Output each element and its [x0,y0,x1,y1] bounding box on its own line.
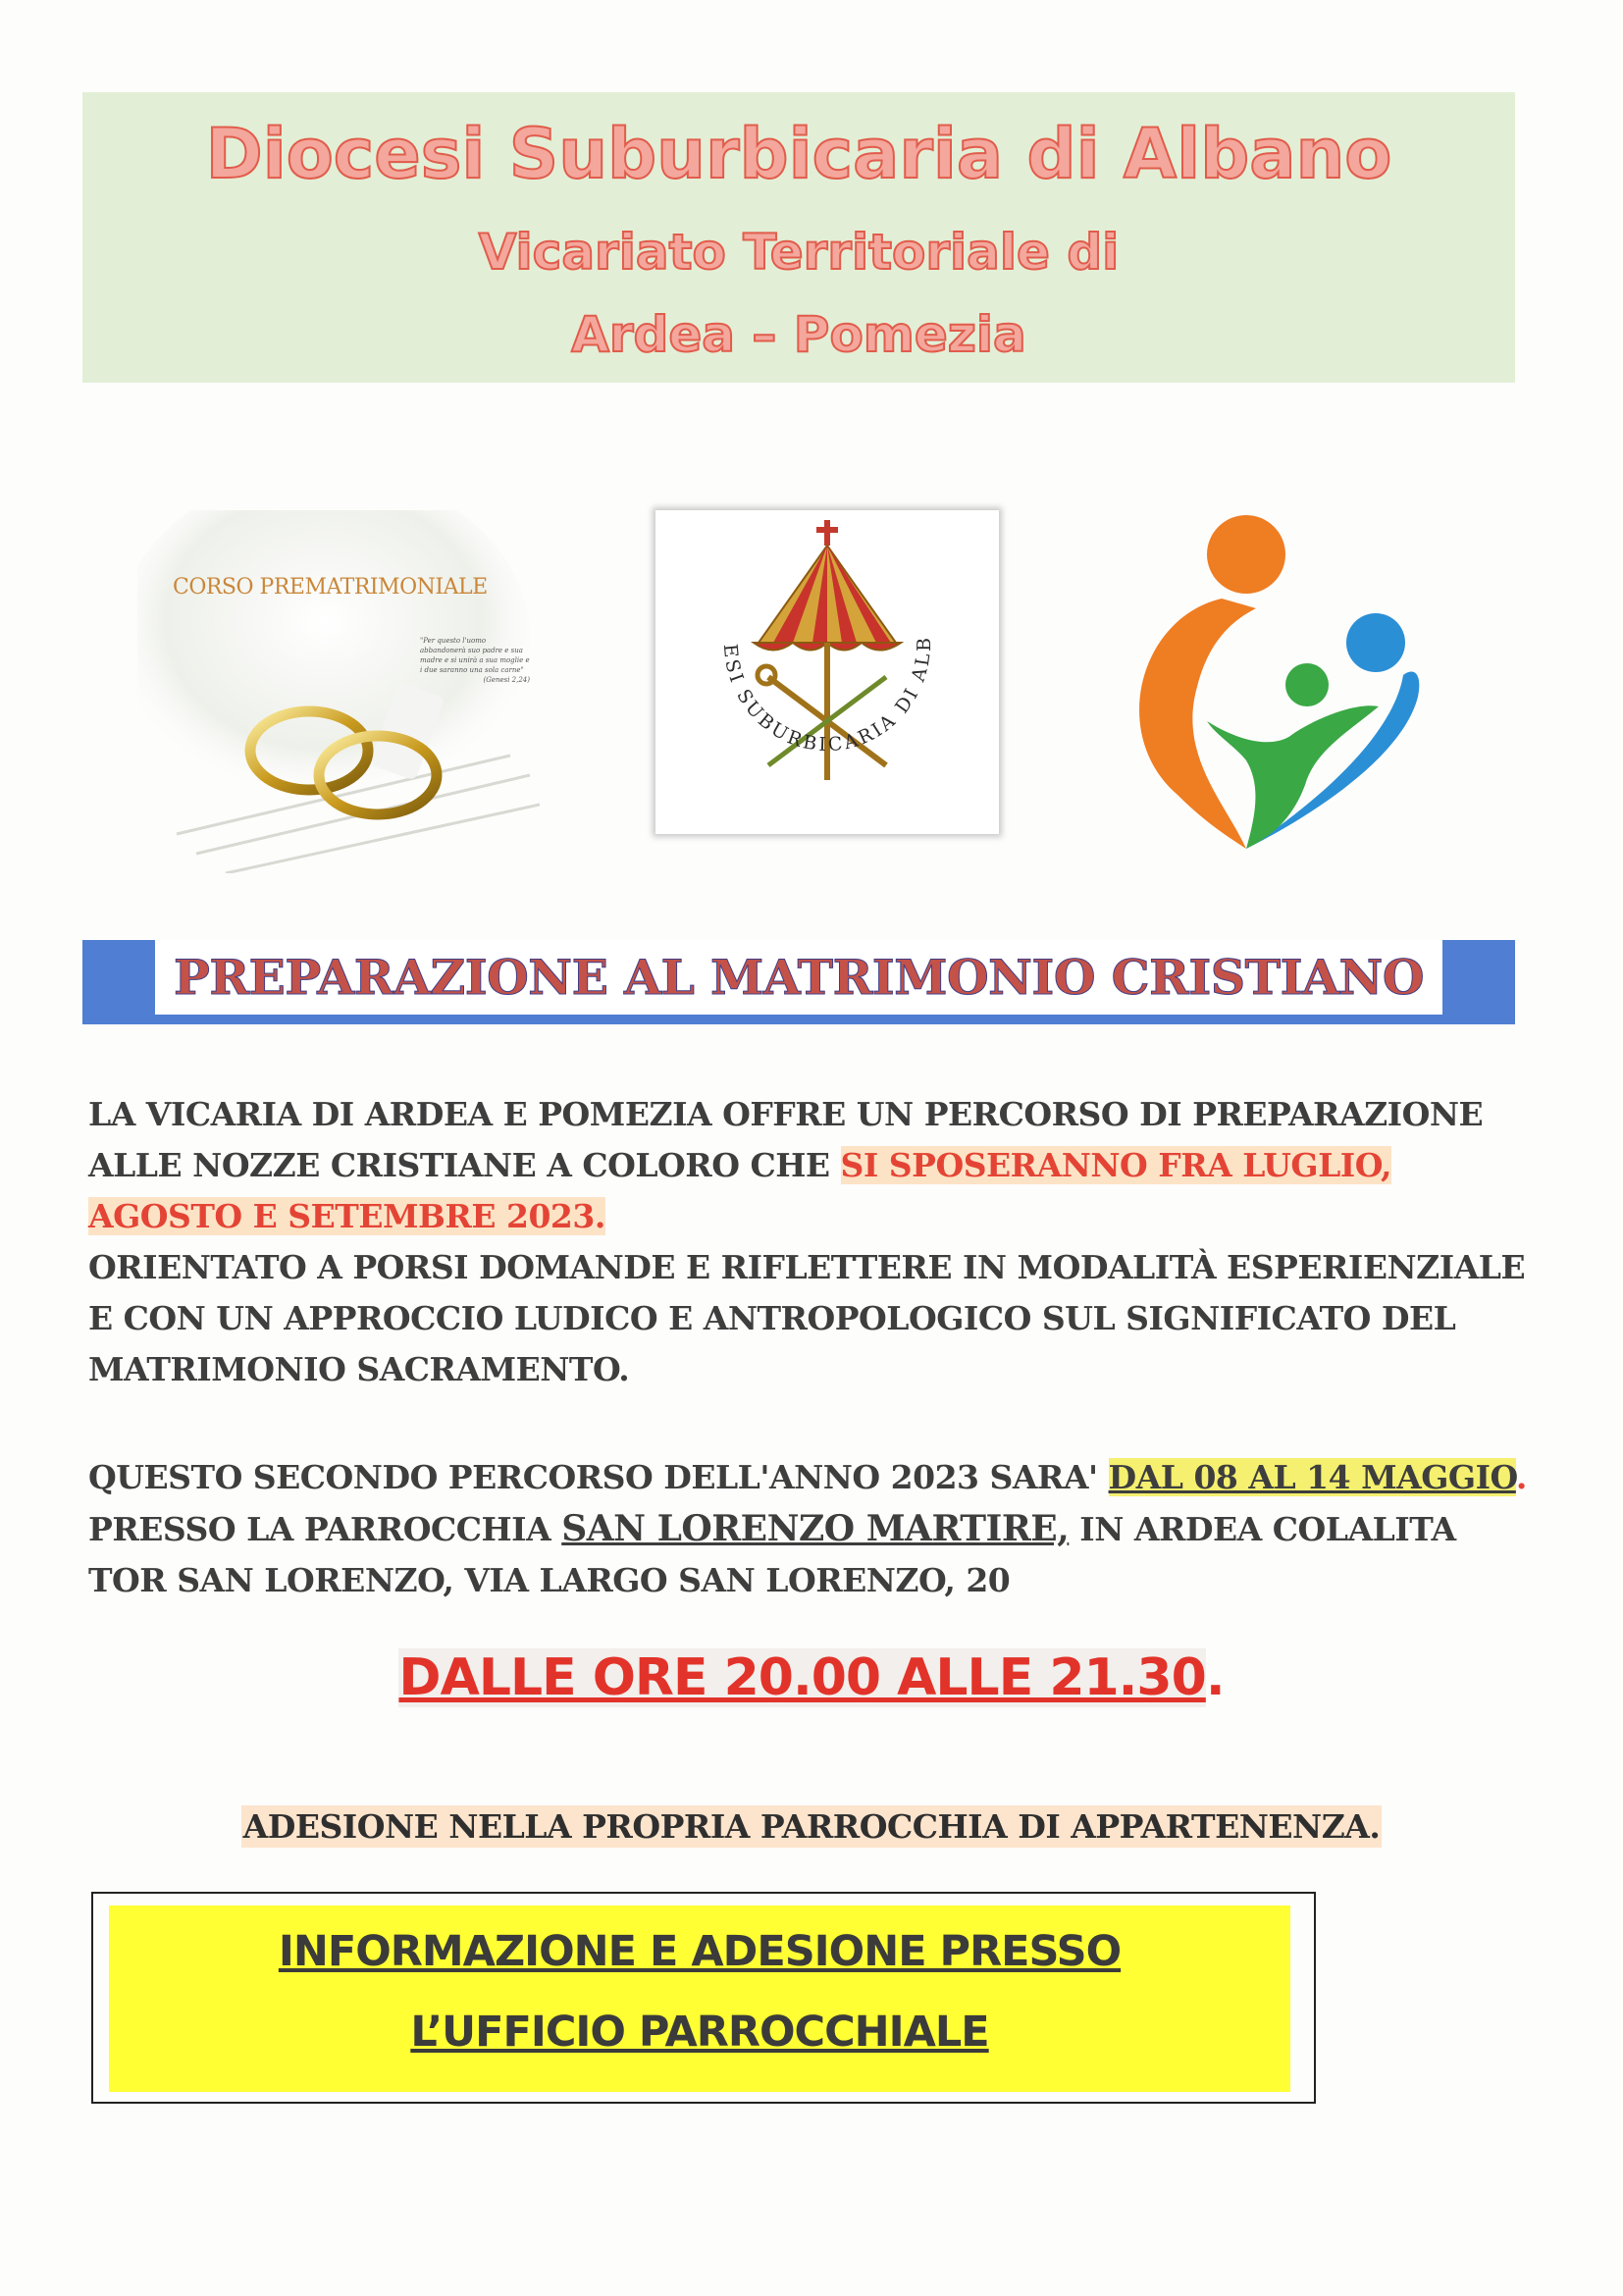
course-hours-dot: . [1205,1648,1225,1707]
course-hours [0,1648,1623,1707]
parish-name: SAN LORENZO MARTIRE, [561,1508,1070,1549]
title-bar-left [82,940,155,1024]
genesis-quote: "Per questo l'uomo abbandonerà suo padre e sua madre e si unirà a sua moglie e i due saranno una sola carne" (Genesi 2,24) [420,637,530,684]
course-intro: QUESTO SECONDO PERCORSO DELL'ANNO 2023 SARA' [88,1458,1109,1496]
parish-intro: PRESSO LA PARROCCHIA [88,1510,562,1548]
info-line-1: INFORMAZIONE E ADESIONE PRESSO [278,1927,1122,1976]
corso-caption: CORSO PREMATRIMONIALE [173,575,488,600]
course-dates-dot: . [1515,1458,1527,1496]
description-approach: ORIENTATO A PORSI DOMANDE E RIFLETTERE IN MODALITÀ ESPERIENZIALE E CON UN APPROCCIO LUDICO E ANTROPOLOGICO SUL SIGNIFICATO DEL MATRIMONIO SACRAMENTO. [88,1248,1526,1388]
header-location: Ardea – Pomezia [571,306,1026,363]
header-banner [82,92,1515,383]
corso-prematrimoniale-image [137,510,540,873]
family-heart-logo-icon [1119,510,1452,863]
title-bar-right [1442,940,1515,1024]
wedding-period-highlight: SI SPOSERANNO FRA LUGLIO, AGOSTO E SETEMBRE 2023. [88,1146,1392,1235]
adesione-text: ADESIONE NELLA PROPRIA PARROCCHIA DI APPARTENENZA. [242,1807,1381,1846]
course-details-paragraph [88,1452,1541,1606]
title-bar-bottom [82,1015,1515,1024]
course-dates-highlight: DAL 08 AL 14 MAGGIO [1108,1458,1516,1496]
info-line-2: L’UFFICIO PARROCCHIALE [410,2008,989,2057]
header-diocese: Diocesi Suburbicaria di Albano [205,114,1392,194]
page-title: PREPARAZIONE AL MATRIMONIO CRISTIANO [173,949,1425,1006]
adesione-notice [0,1807,1623,1846]
course-hours-text: DALLE ORE 20.00 ALLE 21.30 [398,1648,1206,1707]
parish-address: IN ARDEA COLALITA TOR SAN LORENZO, VIA LARGO SAN LORENZO, 20 [88,1510,1456,1599]
svg-text:DIOCESI SUBURBICARIA DI ALBANO: ESI SUBURBICARIA DI ALB [718,634,936,757]
info-box [91,1892,1316,2104]
title-banner [82,940,1515,1024]
description-intro: LA VICARIA DI ARDEA E POMEZIA OFFRE UN PERCORSO DI PREPARAZIONE ALLE NOZZE CRISTIANE A COLORO CHE [88,1095,1484,1184]
diocese-seal-image [655,510,999,834]
description-paragraph [88,1089,1541,1395]
info-box-fill [109,1905,1290,2092]
title-inner [155,940,1442,1015]
header-vicariato: Vicariato Territoriale di [478,224,1120,281]
